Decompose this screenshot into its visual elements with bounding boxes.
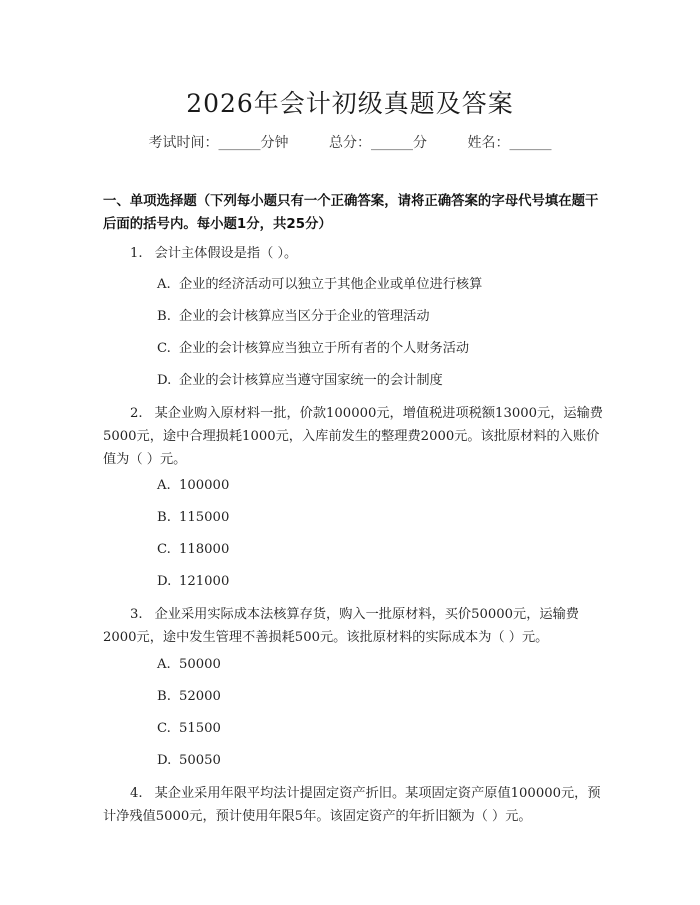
exam-time-field: 考试时间：______分钟 (148, 135, 289, 151)
question-number: 2. (130, 406, 143, 421)
option-text: 121000 (179, 574, 230, 589)
option-label: B. (157, 510, 171, 525)
option-text: 100000 (179, 478, 230, 493)
question-2-option-b (157, 508, 597, 528)
question-1-option-d (157, 371, 597, 391)
option-label: C. (157, 721, 171, 736)
question-number: 3. (130, 607, 143, 622)
question-2-option-c (157, 540, 597, 560)
option-label: D. (157, 574, 172, 589)
question-3-option-c (157, 719, 597, 739)
question-2-option-d (157, 572, 597, 592)
option-text: 企业的会计核算应当独立于所有者的个人财务活动 (179, 341, 470, 356)
option-label: A. (157, 277, 171, 292)
option-label: C. (157, 341, 171, 356)
page-title: 2026年会计初级真题及答案 (186, 89, 514, 118)
question-1-option-c (157, 339, 597, 359)
question-3 (103, 603, 603, 649)
option-text: 企业的经济活动可以独立于其他企业或单位进行核算 (179, 277, 483, 292)
option-text: 51500 (179, 721, 221, 736)
option-text: 企业的会计核算应当遵守国家统一的会计制度 (179, 373, 443, 388)
question-1-option-b (157, 307, 597, 327)
option-label: D. (157, 753, 172, 768)
question-3-option-a (157, 655, 597, 675)
option-label: A. (157, 657, 171, 672)
question-3-option-b (157, 687, 597, 707)
option-label: B. (157, 309, 171, 324)
question-2-option-a (157, 476, 597, 496)
option-label: C. (157, 542, 171, 557)
option-text: 115000 (179, 510, 230, 525)
question-2 (103, 402, 603, 471)
option-text: 52000 (179, 689, 221, 704)
question-text: 企业采用实际成本法核算存货，购入一批原材料，买价50000元，运输费2000元，途中发生管理不善损耗500元。该批原材料的实际成本为（ ）元。 (103, 607, 579, 645)
question-number: 4. (130, 786, 143, 801)
question-text: 某企业采用年限平均法计提固定资产折旧。某项固定资产原值100000元，预计净残值5000元，预计使用年限5年。该固定资产的年折旧额为（ ）元。 (103, 786, 601, 824)
question-text: 会计主体假设是指（ ）。 (154, 246, 298, 261)
option-text: 50050 (179, 753, 221, 768)
question-1 (103, 242, 603, 265)
question-4 (103, 782, 603, 828)
exam-info-line (0, 132, 700, 152)
total-score-field: 总分：______分 (329, 135, 427, 151)
question-text: 某企业购入原材料一批，价款100000元，增值税进项税额13000元，运输费5000元，途中合理损耗1000元，入库前发生的整理费2000元。该批原材料的入账价值为（ ）元。 (103, 406, 603, 467)
question-3-option-d (157, 751, 597, 771)
section-heading: 一、单项选择题（下列每小题只有一个正确答案，请将正确答案的字母代号填在题干后面的括号内。每小题1分，共25分） (103, 194, 599, 232)
question-1-option-a (157, 275, 597, 295)
option-text: 企业的会计核算应当区分于企业的管理活动 (179, 309, 430, 324)
name-field: 姓名：______ (467, 135, 552, 151)
question-number: 1. (130, 246, 143, 261)
option-label: A. (157, 478, 171, 493)
option-label: B. (157, 689, 171, 704)
option-label: D. (157, 373, 172, 388)
option-text: 50000 (179, 657, 221, 672)
option-text: 118000 (179, 542, 230, 557)
